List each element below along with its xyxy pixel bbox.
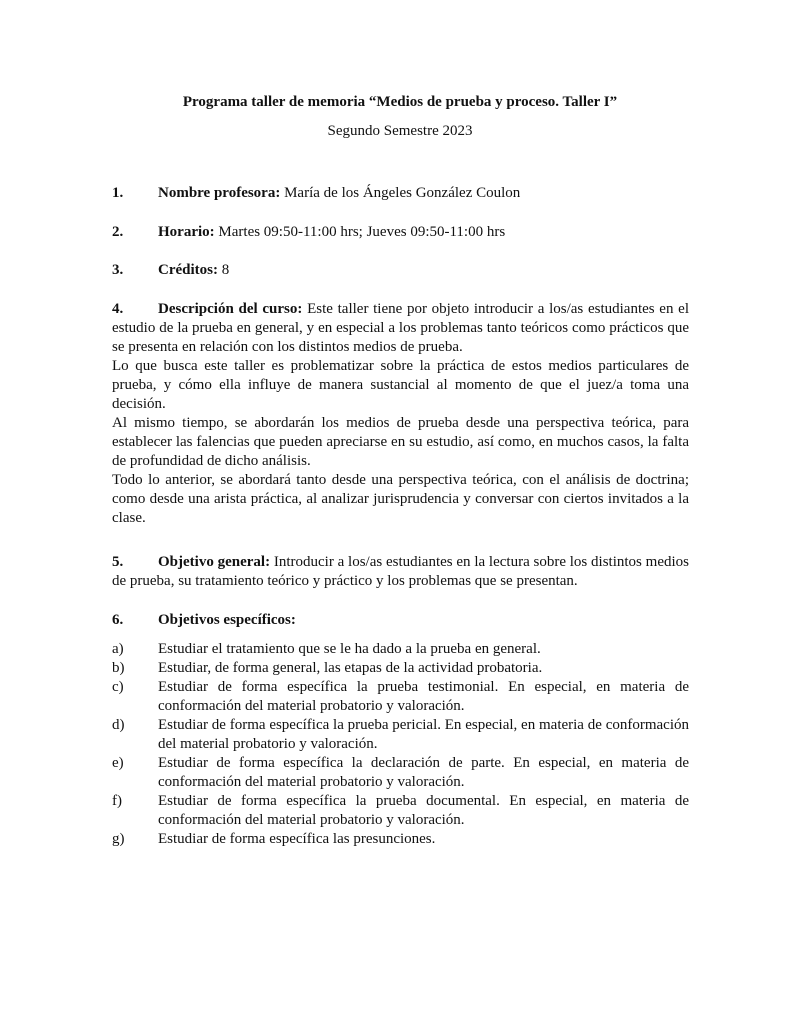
- section-credits: [112, 261, 689, 280]
- section-schedule: [112, 223, 689, 242]
- section-value: Martes 09:50-11:00 hrs; Jueves 09:50-11:00 hrs: [214, 224, 506, 240]
- list-item: [112, 640, 689, 659]
- description-text-2: Lo que busca este taller es problematizar sobre la práctica de estos medios particulares de prueba, y cómo ella influye de manera sustancial al momento de que el juez/a toma una decisión.: [112, 358, 689, 412]
- list-item: [112, 678, 689, 716]
- section-general-objective: [112, 553, 689, 591]
- list-item-text: Estudiar, de forma general, las etapas de la actividad probatoria.: [158, 660, 543, 676]
- list-item: [112, 659, 689, 678]
- section-value: Introducir a los/as estudiantes en la lectura sobre los distintos medios de prueba, su tratamiento teórico y práctico y los problemas que se presentan.: [112, 554, 689, 589]
- description-text-1: Este taller tiene por objeto introducir a los/as estudiantes en el estudio de la prueba en general, y en especial a los problemas tanto teóricos como prácticos que se presenta en relación con los distintos medios de prueba.: [112, 301, 689, 355]
- section-number: 1.: [112, 185, 124, 201]
- description-text-4: Todo lo anterior, se abordará tanto desde una perspectiva teórica, con el análisis de doctrina; como desde una arista práctica, al analizar jurisprudencia y conversar con ciertos invitados a la clase.: [112, 472, 689, 526]
- list-item-letter: f): [112, 793, 122, 809]
- list-item-letter: b): [112, 660, 125, 676]
- list-item-letter: c): [112, 679, 124, 695]
- section-label: Descripción del curso:: [158, 301, 303, 317]
- list-item-text: Estudiar de forma específica las presunciones.: [158, 831, 436, 847]
- section-number: 5.: [112, 554, 124, 570]
- list-item-text: Estudiar de forma específica la declaración de parte. En especial, en materia de conformación del material probatorio y valoración.: [158, 755, 689, 790]
- list-item: [112, 792, 689, 830]
- document-title: Programa taller de memoria “Medios de prueba y proceso. Taller I”: [182, 94, 618, 110]
- objectives-list: [112, 640, 689, 849]
- description-text-3: Al mismo tiempo, se abordarán los medios de prueba desde una perspectiva teórica, para establecer las falencias que pueden apreciarse en su estudio, así como, en muchos casos, la falta de profundidad de dicho análisis.: [112, 415, 689, 469]
- list-item: [112, 830, 689, 849]
- list-item-letter: g): [112, 831, 125, 847]
- list-item-text: Estudiar de forma específica la prueba documental. En especial, en materia de conformación del material probatorio y valoración.: [158, 793, 689, 828]
- section-label: Créditos:: [158, 262, 218, 278]
- section-label: Horario:: [158, 224, 215, 240]
- list-item-letter: a): [112, 641, 124, 657]
- section-number: 2.: [112, 224, 124, 240]
- document-subtitle: Segundo Semestre 2023: [327, 123, 473, 139]
- section-label: Objetivos específicos:: [158, 612, 296, 628]
- section-value: 8: [218, 262, 230, 278]
- list-item-text: Estudiar el tratamiento que se le ha dado a la prueba en general.: [158, 641, 541, 657]
- section-professor: [112, 184, 689, 203]
- section-label: Nombre profesora:: [158, 185, 281, 201]
- list-item-text: Estudiar de forma específica la prueba pericial. En especial, en materia de conformación del material probatorio y valoración.: [158, 717, 689, 752]
- general-objective-paragraph: [112, 553, 689, 591]
- section-number: 3.: [112, 262, 124, 278]
- list-item: [112, 716, 689, 754]
- list-item: [112, 754, 689, 792]
- section-number: 6.: [112, 612, 124, 628]
- description-paragraph: [112, 300, 689, 357]
- section-specific-objectives: [112, 611, 689, 630]
- list-item-text: Estudiar de forma específica la prueba testimonial. En especial, en materia de conformación del material probatorio y valoración.: [158, 679, 689, 714]
- section-description: [112, 300, 689, 528]
- section-label: Objetivo general:: [158, 554, 271, 570]
- section-value: María de los Ángeles González Coulon: [280, 185, 521, 201]
- list-item-letter: d): [112, 717, 125, 733]
- section-number: 4.: [112, 301, 124, 317]
- list-item-letter: e): [112, 755, 124, 771]
